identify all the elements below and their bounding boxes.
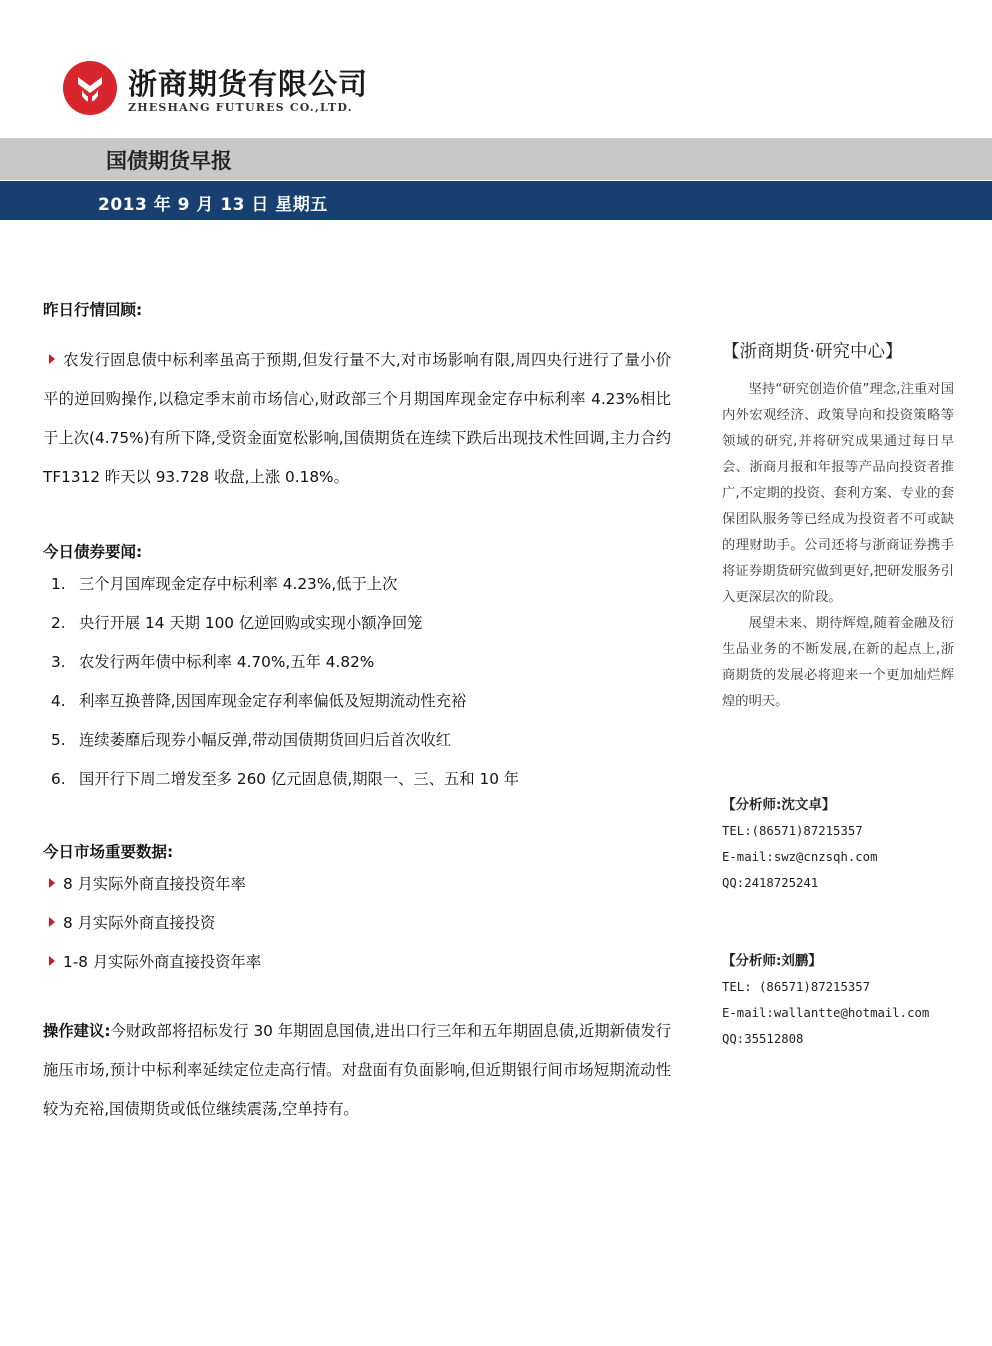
analyst-tel: TEL: (86571)87215357 — [722, 980, 871, 994]
analyst-card-2 — [722, 948, 962, 1052]
main-content — [43, 297, 671, 1129]
advice-paragraph — [43, 1012, 671, 1129]
company-name-en: ZHESHANG FUTURES CO.,LTD. — [128, 101, 353, 114]
advice-text: 今财政部将招标发行 30 年期固息国债,进出口行三年和五年期固息债,近期新债发行施压市场,预计中标利率延续定位走高行情。对盘面有负面影响,但近期银行间市场短期流动性较为充裕,国债期货或低位继续震荡,空单持有。 — [43, 1022, 671, 1118]
bullet-arrow-icon — [49, 354, 55, 364]
analyst-card-1 — [722, 792, 962, 896]
title-band — [0, 138, 992, 180]
news-item: 4. 利率互换普降,因国库现金定存利率偏低及短期流动性充裕 — [51, 692, 467, 710]
news-item: 3. 农发行两年债中标利率 4.70%,五年 4.82% — [51, 653, 375, 671]
analyst-qq: QQ:2418725241 — [722, 876, 819, 890]
research-center-para: 坚持“研究创造价值”理念,注重对国内外宏观经济、政策导向和投资策略等领域的研究,并将研究成果通过每日早会、浙商月报和年报等产品向投资者推广,不定期的投资、套利方案、专业的套保团队服务等已经成为投资者不可或缺的理财助手。公司还将与浙商证券携手将证券期货研究做到更好,把研发服务引入更深层次的阶段。 — [722, 382, 954, 605]
news-item: 5. 连续萎靡后现券小幅反弹,带动国债期货回归后首次收红 — [51, 731, 451, 749]
review-text: 农发行固息债中标利率虽高于预期,但发行量不大,对市场影响有限,周四央行进行了量小价平的逆回购操作,以稳定季末前市场信心,财政部三个月期国库现金定存中标利率 4.23%相比于上次(4.75%)有所下降,受资金面宽松影响,国债期货在连续下跌后出现技术性回调,主力合约 TF1312 昨天以 93.728 收盘,上涨 0.18%。 — [43, 351, 671, 486]
date-band — [0, 181, 992, 220]
review-title: 昨日行情回顾: — [43, 301, 143, 319]
news-item: 6. 国开行下周二增发至多 260 亿元固息债,期限一、三、五和 10 年 — [51, 770, 520, 788]
report-date: 2013 年 9 月 13 日 星期五 — [98, 195, 328, 215]
data-item: 1-8 月实际外商直接投资年率 — [43, 943, 671, 982]
review-paragraph — [43, 341, 671, 497]
data-item: 8 月实际外商直接投资 — [43, 904, 671, 943]
research-center-heading: 【浙商期货·研究中心】 — [722, 342, 903, 362]
data-section-title: 今日市场重要数据: — [43, 843, 174, 861]
news-list — [43, 565, 671, 799]
news-title: 今日债券要闻: — [43, 543, 143, 561]
bullet-arrow-icon — [49, 878, 55, 888]
news-item: 2. 央行开展 14 天期 100 亿逆回购或实现小额净回笼 — [51, 614, 423, 632]
analyst-name: 【分析师:刘鹏】 — [722, 953, 822, 969]
bullet-arrow-icon — [49, 956, 55, 966]
data-list — [43, 865, 671, 982]
news-item: 1. 三个月国库现金定存中标利率 4.23%,低于上次 — [51, 575, 398, 593]
data-item: 8 月实际外商直接投资年率 — [43, 865, 671, 904]
advice-label: 操作建议: — [43, 1022, 111, 1040]
bullet-arrow-icon — [49, 917, 55, 927]
company-logo-icon — [62, 60, 118, 116]
research-center-para: 展望未来、期待辉煌,随着金融及衍生品业务的不断发展,在新的起点上,浙商期货的发展必将迎来一个更加灿烂辉煌的明天。 — [722, 616, 954, 709]
analyst-qq: QQ:35512808 — [722, 1032, 804, 1046]
analyst-email: E-mail:swz@cnzsqh.com — [722, 850, 878, 864]
research-center-text — [722, 377, 954, 715]
analyst-name: 【分析师:沈文卓】 — [722, 797, 836, 813]
analyst-email: E-mail:wallantte@hotmail.com — [722, 1006, 930, 1020]
report-title: 国债期货早报 — [106, 149, 232, 173]
company-name-cn: 浙商期货有限公司 — [128, 67, 369, 101]
analyst-tel: TEL:(86571)87215357 — [722, 824, 863, 838]
